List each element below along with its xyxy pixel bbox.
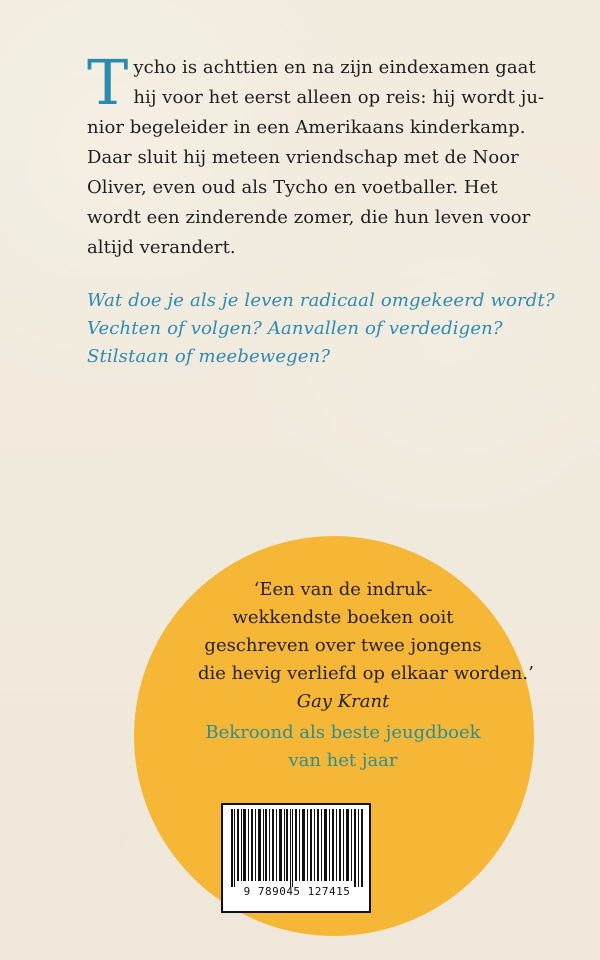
barcode-bar (336, 809, 337, 881)
barcode-bar (292, 809, 293, 887)
barcode-bar (234, 809, 235, 887)
barcode-bar (351, 809, 352, 881)
barcode-bar (241, 809, 242, 881)
award-text (198, 719, 488, 775)
barcode-bar (317, 809, 319, 881)
quote-line-1: ‘Een van de indruk- (253, 579, 433, 600)
barcode-bar (358, 809, 359, 887)
barcode-bar (346, 809, 349, 881)
award-line-2: van het jaar (288, 750, 398, 771)
barcode-label (221, 803, 371, 913)
question-block (87, 287, 557, 371)
blurb-line-4: Daar sluit hij meteen vriendschap met de Noor (87, 147, 519, 168)
quote-source: Gay Krant (296, 691, 390, 712)
blurb-line-3: nior begeleider in een Amerikaans kinderkamp. (87, 117, 526, 138)
barcode-bar (263, 809, 264, 881)
barcode-bar (286, 809, 288, 881)
barcode-bar (361, 809, 363, 887)
award-line-1: Bekroond als beste jeugdboek (205, 722, 481, 743)
barcode-bar (339, 809, 341, 881)
barcode-bar (258, 809, 261, 881)
barcode-bar (290, 809, 291, 887)
barcode-bar (237, 809, 239, 881)
barcode-bar (310, 809, 312, 881)
question-line-3: Stilstaan of meebewegen? (87, 346, 331, 367)
barcode-bar (307, 809, 308, 881)
barcode-bar (243, 809, 246, 881)
barcode-bar (302, 809, 305, 881)
barcode-bar (265, 809, 267, 881)
barcode-bar (295, 809, 297, 881)
barcode-bar (332, 809, 334, 881)
quote-line-3: geschreven over twee jongens (204, 635, 482, 656)
barcode-bar (284, 809, 285, 881)
barcode-bars (231, 809, 363, 887)
quote-line-2: wekkendste boeken ooit (232, 607, 454, 628)
barcode-bar (231, 809, 233, 887)
barcode-bar (269, 809, 270, 881)
question-line-2: Vechten of volgen? Aanvallen of verdedigen? (87, 318, 503, 339)
drop-cap: T (87, 46, 129, 119)
barcode-bar (354, 809, 356, 887)
barcode-bar (321, 809, 322, 881)
review-quote (198, 576, 534, 716)
isbn-number: 9 789045 127415 (243, 885, 351, 898)
blurb-line-6: wordt een zinderende zomer, die hun leven voor (87, 207, 531, 228)
barcode-bar (314, 809, 315, 881)
blurb-line-1: ycho is achttien en na zijn eindexamen gaat (133, 57, 536, 78)
blurb-line-2: hij voor het eerst alleen op reis: hij wordt ju- (133, 87, 545, 108)
barcode-bar (276, 809, 277, 881)
barcode-bar (279, 809, 282, 881)
barcode-bar (324, 809, 327, 881)
barcode-bar (329, 809, 330, 881)
quote-line-4: die hevig verliefd op elkaar worden.’ (198, 663, 534, 684)
barcode-bar (248, 809, 249, 881)
barcode-bar (343, 809, 344, 881)
barcode-bar (299, 809, 300, 881)
blurb-text (87, 46, 545, 263)
barcode-bar (255, 809, 256, 881)
barcode-bar (272, 809, 274, 881)
blurb-line-5: Oliver, even oud als Tycho en voetballer. Het (87, 177, 498, 198)
blurb-line-7: altijd verandert. (87, 237, 236, 258)
barcode-bar (251, 809, 253, 881)
question-line-1: Wat doe je als je leven radicaal omgekeerd wordt? (87, 290, 555, 311)
